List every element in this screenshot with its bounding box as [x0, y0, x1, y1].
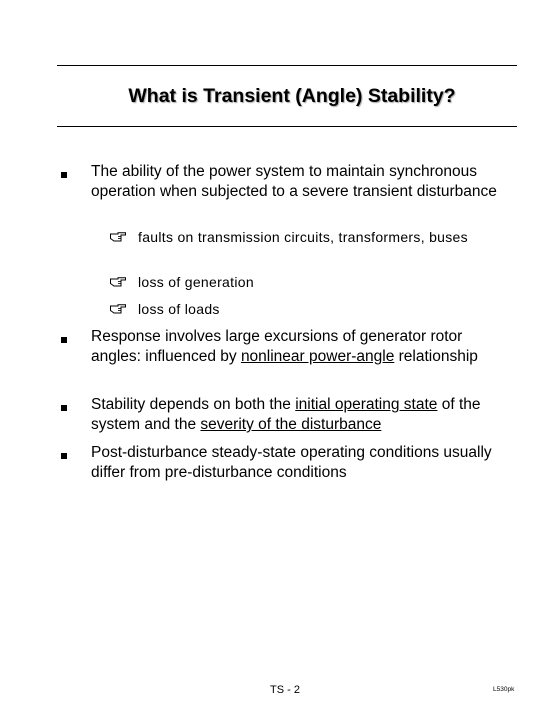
- sub-item: loss of generation: [138, 274, 254, 290]
- underlined-phrase: nonlinear power-angle: [240, 348, 395, 365]
- bullet-text: The ability of the power system to maintain synchronous operation when subjected to a severe transient disturbance: [91, 163, 497, 200]
- pointing-hand-icon: [110, 232, 126, 242]
- bullet-item: [91, 443, 511, 483]
- slide-title: What is Transient (Angle) Stability?: [128, 85, 456, 107]
- square-bullet-icon: [61, 172, 67, 178]
- bullet-text: Post-disturbance steady-state operating conditions usually differ from pre-disturbance conditions: [91, 444, 492, 481]
- sub-item: loss of loads: [138, 301, 220, 317]
- underlined-phrase: initial operating state: [295, 396, 438, 413]
- bullet-item: [91, 162, 511, 202]
- bullet-text: relationship: [394, 348, 478, 365]
- pointing-hand-icon: [110, 304, 126, 314]
- bottom-divider: [57, 126, 517, 127]
- bullet-item: [91, 327, 511, 367]
- square-bullet-icon: [61, 405, 67, 411]
- bullet-text: of the system and the: [91, 396, 481, 433]
- top-divider: [57, 65, 517, 66]
- bullet-item: [91, 395, 511, 435]
- square-bullet-icon: [61, 453, 67, 459]
- bullet-text: Response involves large excursions of generator rotor angles: influenced by: [91, 328, 463, 365]
- page-number: TS - 2: [270, 684, 300, 696]
- pointing-hand-icon: [110, 277, 126, 287]
- sub-item: faults on transmission circuits, transformers, buses: [138, 229, 468, 245]
- bullet-text: Stability depends on both the: [91, 396, 296, 413]
- footer-code: L530pk: [493, 686, 515, 693]
- underlined-phrase: severity of the disturbance: [200, 416, 382, 433]
- square-bullet-icon: [61, 337, 67, 343]
